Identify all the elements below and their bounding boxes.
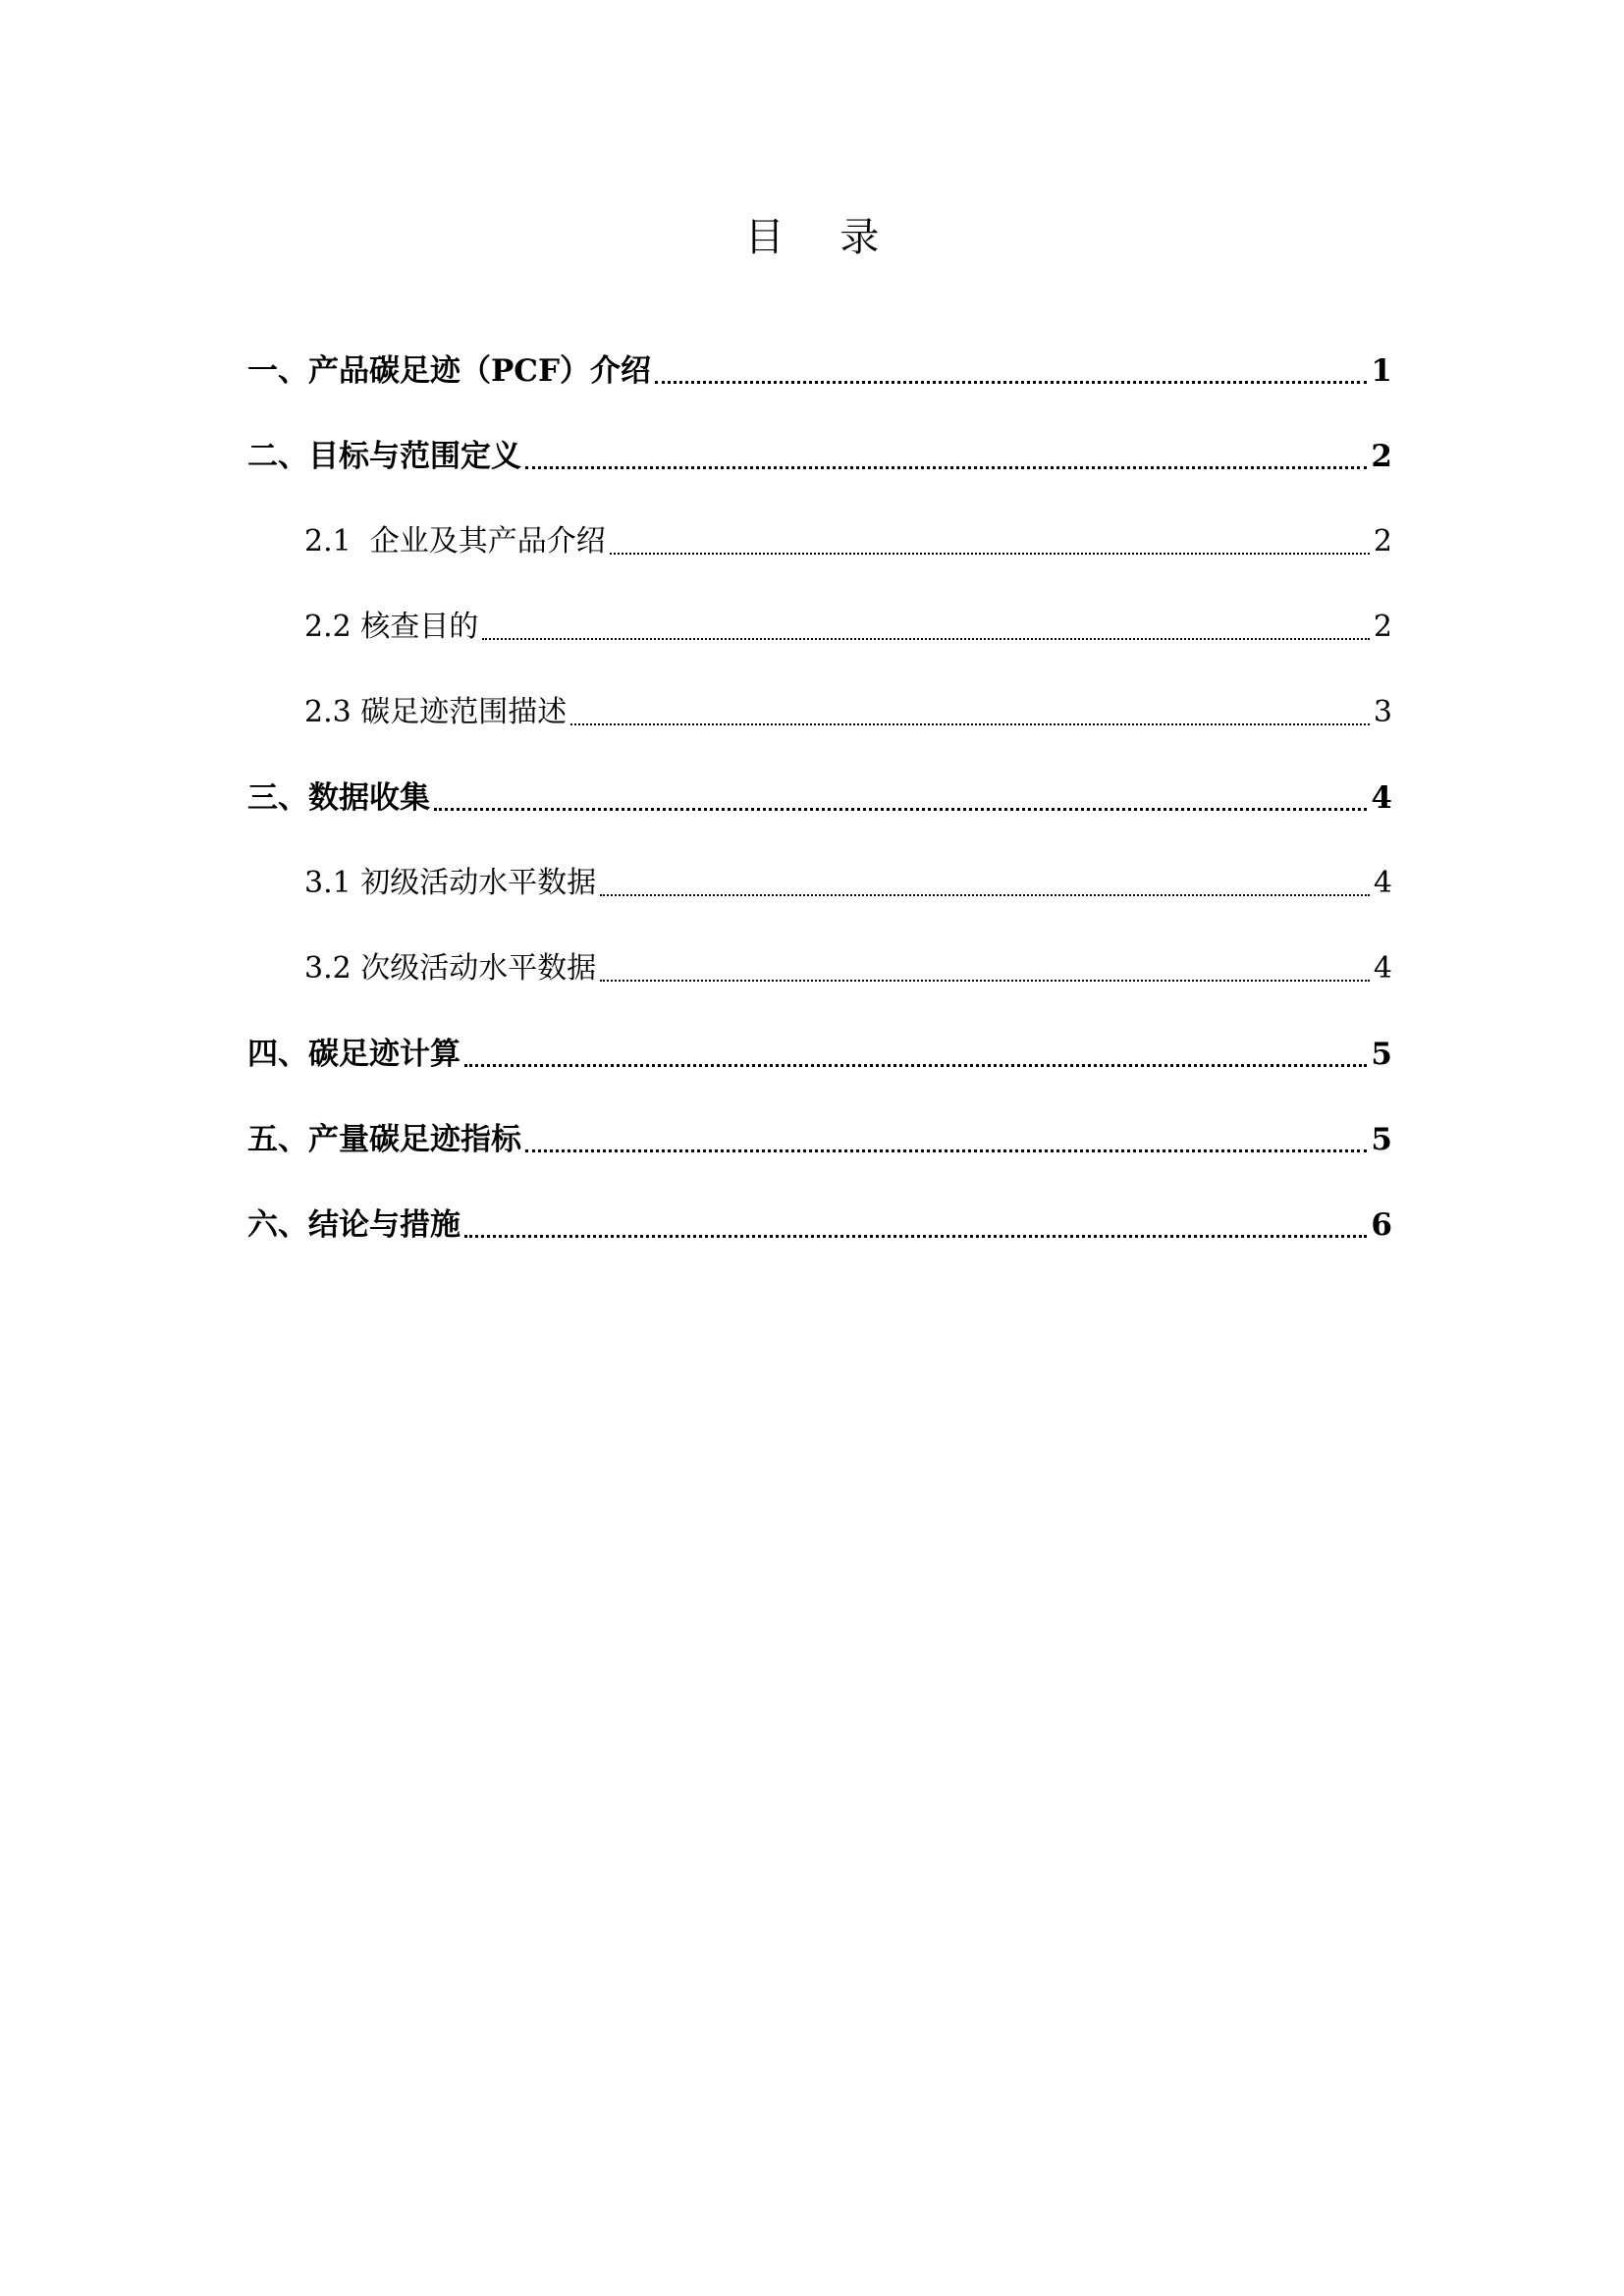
toc-entry-label: 四、碳足迹计算: [247, 1037, 460, 1072]
toc-entry-page: 6: [1371, 1207, 1392, 1243]
toc-entry-page: 4: [1371, 780, 1392, 816]
toc-entry-page: 1: [1371, 353, 1392, 389]
toc-entry-page: 3: [1373, 695, 1392, 729]
toc-entry-label: 六、结论与措施: [247, 1207, 460, 1243]
toc-entry-3[interactable]: [247, 739, 1392, 825]
toc-dot-leader: [525, 466, 1367, 469]
toc-dot-leader: [464, 1064, 1367, 1067]
toc-entry-page: 2: [1371, 439, 1392, 474]
toc-dot-leader: [610, 553, 1370, 555]
toc-entry-page: 2: [1373, 610, 1392, 644]
toc-entry-3-2[interactable]: [247, 910, 1392, 995]
toc-entry-2-1[interactable]: [247, 483, 1392, 568]
toc-entry-6[interactable]: [247, 1166, 1392, 1252]
toc-entry-label: 2.1 企业及其产品介绍: [304, 524, 606, 559]
toc-dot-leader: [482, 638, 1370, 640]
toc-entry-2-2[interactable]: [247, 568, 1392, 654]
toc-entry-label: 2.3 碳足迹范围描述: [304, 695, 568, 729]
toc-entry-page: 4: [1373, 866, 1392, 900]
toc-entry-2[interactable]: [247, 398, 1392, 483]
toc-entry-1[interactable]: [247, 312, 1392, 398]
toc-entry-2-3[interactable]: [247, 654, 1392, 739]
toc-dot-leader: [655, 381, 1367, 384]
toc-entry-page: 5: [1371, 1122, 1392, 1157]
toc-dot-leader: [600, 894, 1370, 896]
toc-entry-label: 一、产品碳足迹（PCF）介绍: [247, 353, 651, 389]
toc-entry-label: 二、目标与范围定义: [247, 439, 521, 474]
toc-entry-4[interactable]: [247, 995, 1392, 1081]
toc-entry-5[interactable]: [247, 1081, 1392, 1166]
toc-entry-3-1[interactable]: [247, 825, 1392, 910]
toc-entry-label: 3.1 初级活动水平数据: [304, 866, 597, 900]
toc-dot-leader: [525, 1149, 1367, 1152]
toc-title: 目 录: [744, 215, 901, 260]
table-of-contents: [247, 312, 1392, 1252]
toc-dot-leader: [464, 1235, 1367, 1238]
toc-entry-label: 三、数据收集: [247, 780, 430, 816]
toc-entry-label: 2.2 核查目的: [304, 610, 479, 644]
toc-entry-page: 5: [1371, 1037, 1392, 1072]
toc-dot-leader: [434, 808, 1367, 811]
toc-entry-label: 3.2 次级活动水平数据: [304, 951, 597, 986]
toc-entry-page: 4: [1373, 951, 1392, 986]
toc-entry-label: 五、产量碳足迹指标: [247, 1122, 521, 1157]
toc-dot-leader: [570, 723, 1370, 725]
toc-dot-leader: [600, 980, 1370, 982]
toc-entry-page: 2: [1373, 524, 1392, 559]
